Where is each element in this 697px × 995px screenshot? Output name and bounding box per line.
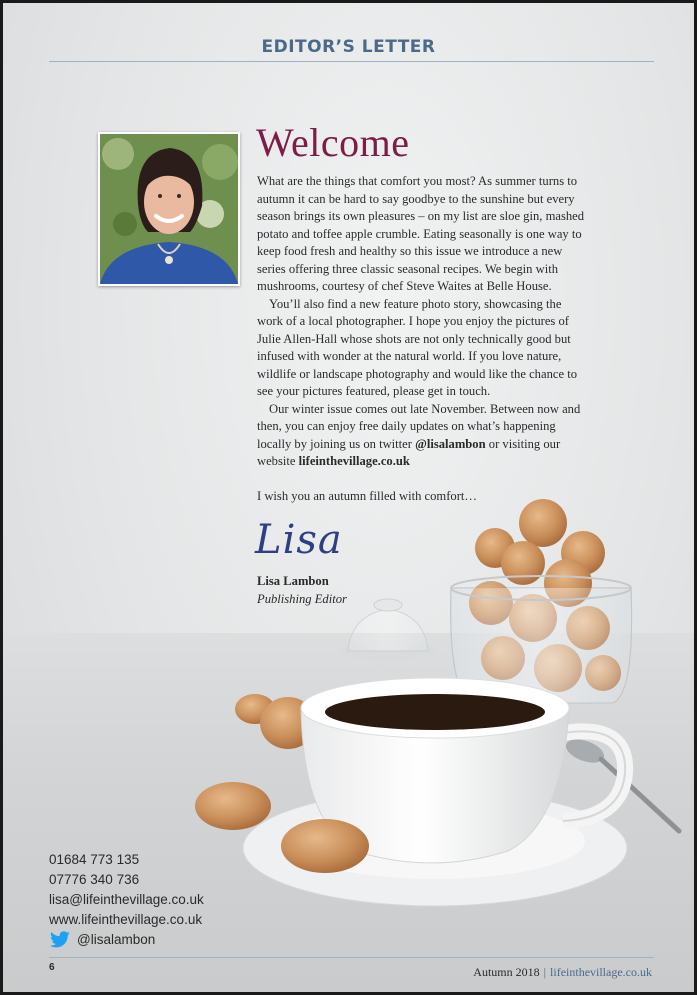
twitter-handle-link[interactable]: @lisalambon — [415, 436, 486, 451]
twitter-handle: @lisalambon — [77, 932, 156, 947]
letter-paragraph-3 — [257, 401, 587, 471]
cookie-jar — [451, 499, 632, 703]
letter-paragraph-1: What are the things that comfort you most? As summer turns to autumn it can be hard to say goodbye to the sunshine but every season brings its own pleasures – on my list are sloe gin, mashed potato and toffee apple crumble. Eating seasonally is one way to keep food fresh and healthy so this issue we introduce a new series offering three classic seasonal recipes. We begin with mushrooms, courtesy of chef Steve Waites at Belle House. — [257, 174, 585, 293]
handwritten-signature: Lisa — [255, 517, 343, 563]
magazine-page — [3, 3, 694, 992]
glass-lid — [340, 599, 436, 661]
editor-portrait-image — [100, 134, 238, 284]
letter-closing: I wish you an autumn filled with comfort… — [257, 488, 478, 503]
editors-letter-body — [257, 173, 587, 505]
editor-portrait — [98, 132, 240, 286]
footer-divider — [49, 957, 654, 958]
letter-paragraph-2: You’ll also find a new feature photo story, showcasing the work of a local photographer. I hope you enjoy the pictures of Julie Allen-Hall whose shots are not only technically good but infused with wonder at the natural world. If you love nature, wildlife or landscape photography and would like the chance to see your pictures featured, please get in touch. — [257, 296, 577, 398]
website-url-link[interactable]: www.lifeinthevillage.co.uk — [49, 912, 203, 927]
signer-name: Lisa Lambon — [257, 574, 329, 588]
welcome-heading: Welcome — [256, 120, 410, 165]
section-title: EDITOR’S LETTER — [261, 37, 436, 57]
signer-role: Publishing Editor — [257, 592, 347, 606]
phone-number-1[interactable]: 01684 773 135 — [49, 852, 140, 867]
issue-label: Autumn 2018 — [473, 965, 540, 979]
header-divider — [49, 61, 654, 62]
footer-site-link[interactable]: lifeinthevillage.co.uk — [550, 965, 652, 979]
website-link[interactable]: lifeinthevillage.co.uk — [298, 454, 410, 468]
saucer-cookie — [281, 819, 369, 873]
letter-paragraph-3-mid: or visiting our website — [257, 436, 561, 468]
email-link[interactable]: lisa@lifeinthevillage.co.uk — [49, 892, 204, 907]
footer-separator: | — [543, 965, 547, 979]
footer-issue-info — [473, 965, 652, 980]
phone-number-2[interactable]: 07776 340 736 — [49, 872, 140, 887]
page-number: 6 — [49, 962, 55, 973]
letter-paragraph-3-text: Our winter issue comes out late November. Between now and then, you can enjoy free daily updates on what’s happening locally by joining us on twitter — [257, 401, 581, 451]
twitter-bird-icon — [49, 931, 71, 949]
contact-details — [49, 850, 204, 950]
twitter-contact[interactable] — [49, 930, 204, 950]
